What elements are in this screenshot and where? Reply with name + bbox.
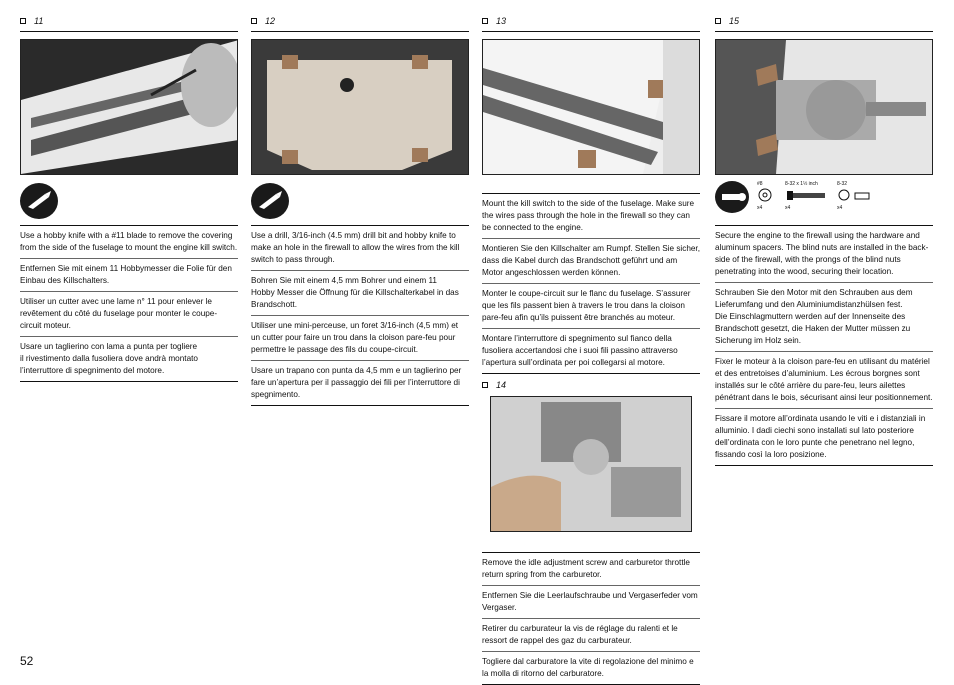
step-header-15: [715, 14, 933, 28]
hardware-blind-nut: 8-32 x4: [837, 181, 871, 211]
instruction-fr: Utiliser une mini-perceuse, un foret 3/16-inch (4,5 mm) et un cutter pour faire un trou dans la cloison pare-feu pour permettre le passage des fils du coupe-circuit.: [251, 316, 469, 361]
checkbox-icon[interactable]: [482, 382, 488, 388]
column-step-13-14: [482, 14, 700, 685]
photo-step-14: [490, 396, 692, 532]
checkbox-icon[interactable]: [251, 18, 257, 24]
instruction-de: Entfernen Sie mit einem 11 Hobbymesser die Folie für den Einbau des Killschalters.: [20, 259, 238, 292]
step-number: 11: [34, 16, 44, 26]
hardware-legend: [715, 181, 933, 219]
instruction-en: Use a hobby knife with a #11 blade to remove the covering from the side of the fuselage to mount the engine kill switch.: [20, 226, 238, 259]
column-step-15: [715, 14, 933, 466]
photo-step-13: [482, 39, 700, 175]
hobby-knife-icon: [20, 183, 58, 219]
photo-step-15: [715, 39, 933, 175]
step-header-12: [251, 14, 469, 28]
column-step-11: [20, 14, 238, 382]
blind-nut-icon: [837, 187, 871, 203]
instruction-de: Bohren Sie mit einem 4,5 mm Bohrer und einem 11 Hobby Messer die Öffnung für die Killschalterkabel in das Brandschott.: [251, 271, 469, 316]
instruction-de: Schrauben Sie den Motor mit den Schrauben aus dem Lieferumfang und den Aluminiumdistanzhülsen fest. Die Einschlagmuttern werden auf der Innenseite des Brandschott gesetzt, die Haken der Mutter müssen zu Sicherung im Holz sein.: [715, 283, 933, 352]
instruction-it: Fissare il motore all’ordinata usando le viti e i distanziali in alluminio. I dadi ciechi sono installati sul lato posteriore dell’ordinata con le loro punte che penetrano nel legno, fissando così la loro posizione.: [715, 409, 933, 466]
checkbox-icon[interactable]: [20, 18, 26, 24]
instruction-en: Remove the idle adjustment screw and carburetor throttle return spring from the carburetor.: [482, 553, 700, 586]
step-number: 13: [496, 16, 507, 26]
instruction-en: Use a drill, 3/16-inch (4.5 mm) drill bit and hobby knife to make an hole in the firewall to allow the wires from the kill switch to pass through.: [251, 226, 469, 271]
checkbox-icon[interactable]: [715, 18, 721, 24]
step-header-13: [482, 14, 700, 28]
step-number: 14: [496, 380, 507, 390]
divider: [715, 31, 933, 32]
instruction-fr: Utiliser un cutter avec une lame n° 11 pour enlever le revêtement du côté du fuselage pour monter le coupe-circuit moteur.: [20, 292, 238, 337]
step-header-11: [20, 14, 238, 28]
column-step-12: [251, 14, 469, 406]
instruction-it: Montare l’interruttore di spegnimento sul fianco della fusoliera accertandosi che i suoi fili passino attraverso l’apertura sull’ordinata per poi collegarsi al motore.: [482, 329, 700, 374]
wrench-icon: [715, 181, 749, 213]
instruction-fr: Monter le coupe-circuit sur le flanc du fuselage. S’assurer que les fils passent bien à travers le trou dans la cloison pare-feu afin qu’ils puissent être branchés au moteur.: [482, 284, 700, 329]
instruction-de: Entfernen Sie die Leerlaufschraube und Vergaserfeder vom Vergaser.: [482, 586, 700, 619]
step-number: 15: [729, 16, 740, 26]
hardware-washer: #8 x4: [757, 181, 777, 211]
instruction-en: Secure the engine to the firewall using the hardware and aluminum spacers. The blind nuts are installed in the back-side of the firewall, with the prongs of the blind nuts penetrating into the wood, securing their location.: [715, 226, 933, 283]
instruction-de: Montieren Sie den Killschalter am Rumpf. Stellen Sie sicher, dass die Kabel durch das Brandschott geführt und am Motor angeschlossen werden können.: [482, 239, 700, 284]
step-header-14: [482, 378, 700, 392]
photo-step-11: [20, 39, 238, 175]
washer-icon: [757, 187, 777, 203]
hardware-screw: 8-32 x 1½ inch x4: [785, 181, 829, 211]
instruction-fr: Fixer le moteur à la cloison pare-feu en utilisant du matériel et des entretoises d’aluminium. Les écrous borgnes sont installés sur le côté arrière du pare-feu, leurs ailettes pénétrant dans le bois, sécurisant ainsi leur positionnement.: [715, 352, 933, 409]
instruction-it: Togliere dal carburatore la vite di regolazione del minimo e la molla di ritorno del carburatore.: [482, 652, 700, 685]
instruction-it: Usare un taglierino con lama a punta per togliere il rivestimento dalla fusoliera dove andrà montato l’interruttore di spegnimento del motore.: [20, 337, 238, 382]
screw-icon: [785, 187, 829, 203]
divider: [20, 31, 238, 32]
checkbox-icon[interactable]: [482, 18, 488, 24]
step-number: 12: [265, 16, 276, 26]
photo-step-12: [251, 39, 469, 175]
divider: [251, 31, 469, 32]
divider: [482, 31, 700, 32]
instruction-fr: Retirer du carburateur la vis de réglage du ralenti et le ressort de rappel des gaz du carburateur.: [482, 619, 700, 652]
drill-icon: [251, 183, 289, 219]
instruction-en: Mount the kill switch to the side of the fuselage. Make sure the wires pass through the hole in the firewall so they can be connected to the engine.: [482, 194, 700, 239]
instruction-it: Usare un trapano con punta da 4,5 mm e un taglierino per fare un’apertura per il passaggio dei fili per l’interruttore di spegnimento.: [251, 361, 469, 406]
page-number: 52: [20, 654, 34, 668]
